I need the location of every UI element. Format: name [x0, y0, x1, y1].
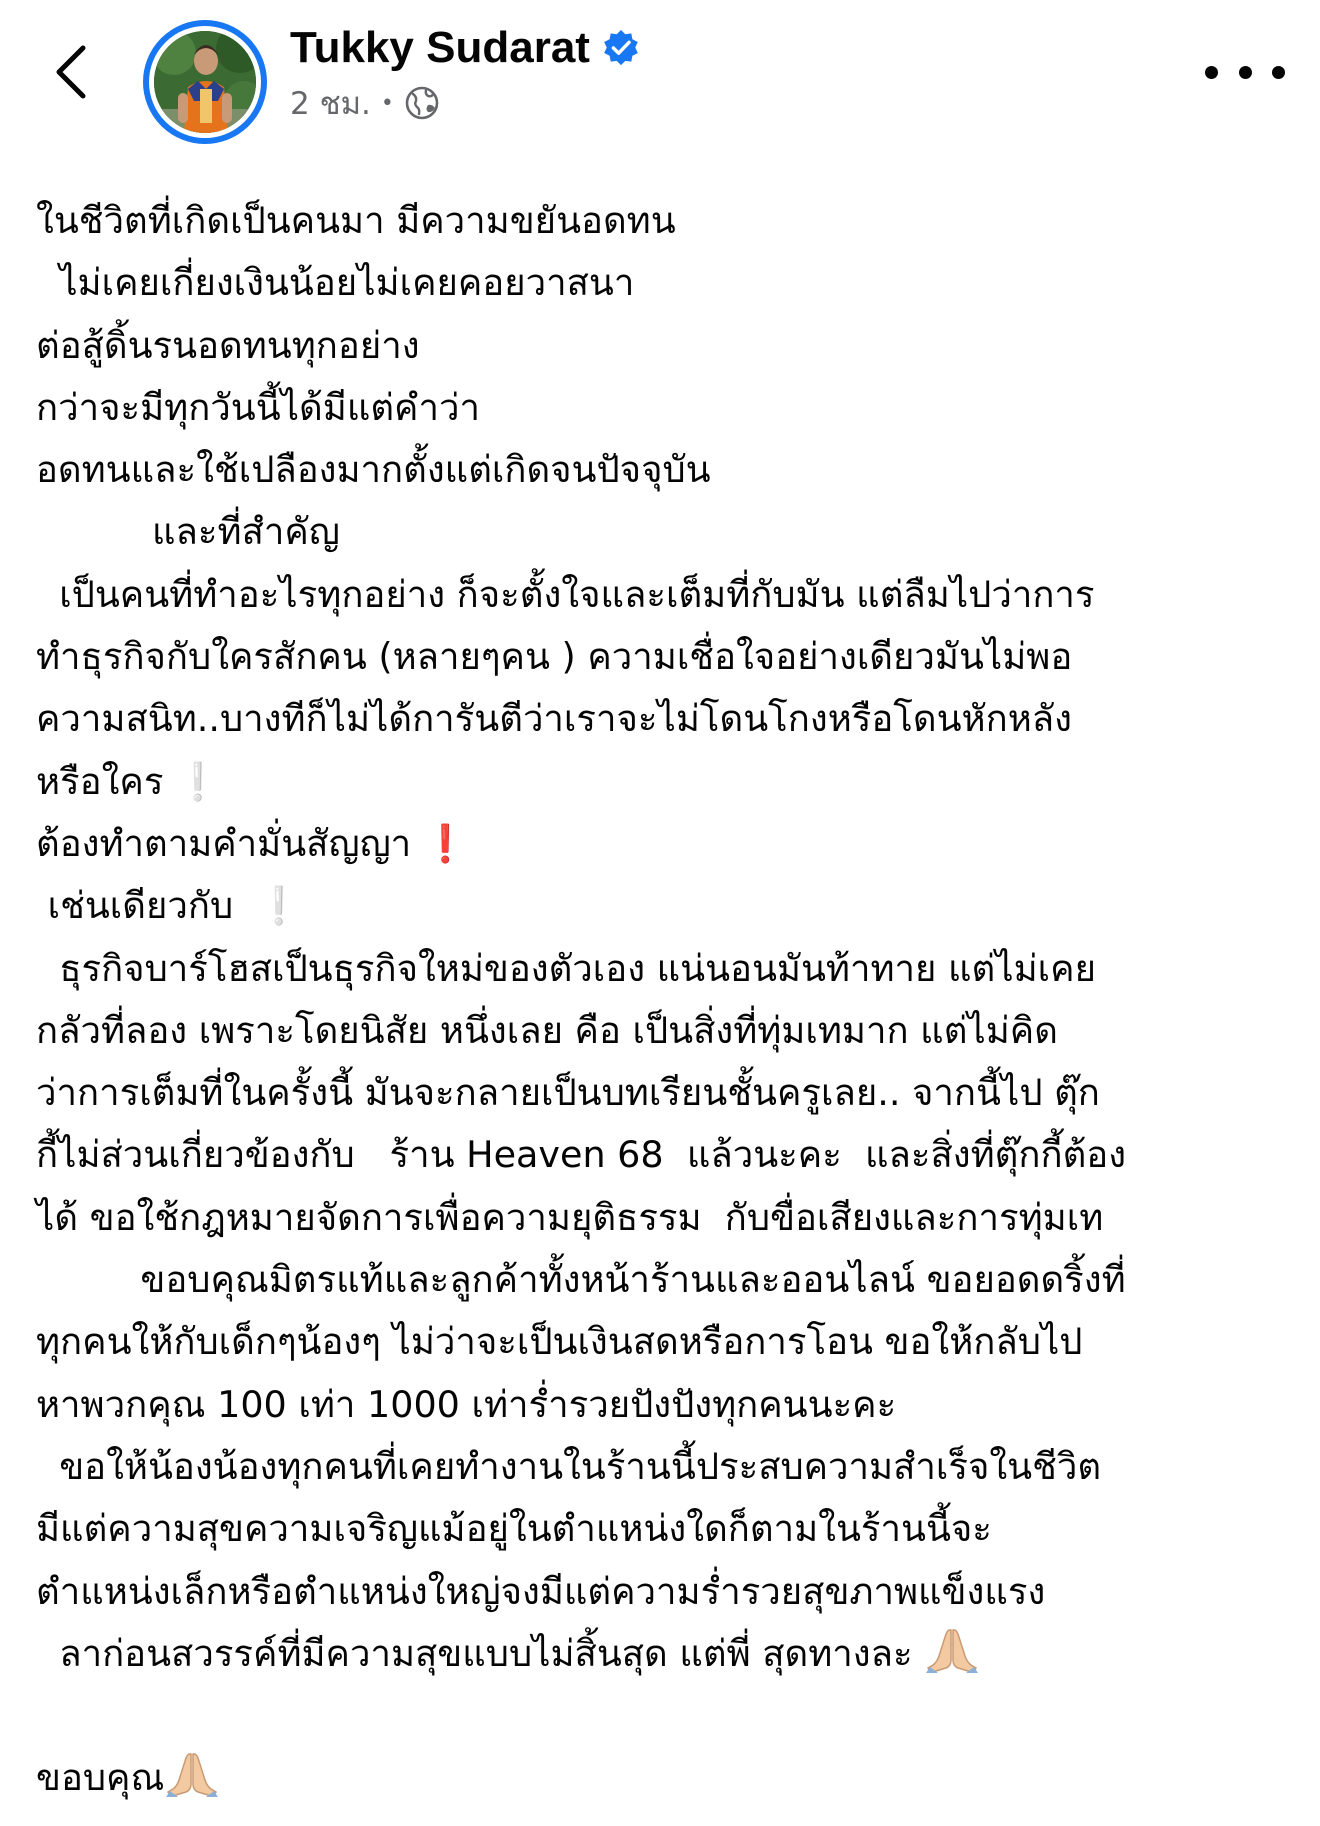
author-avatar[interactable] — [143, 20, 267, 144]
post-line: ขอบคุณมิตรแท้และลูกค้าทั้งหน้าร้านและออนไลน์ ขอยอดดริ้งที่ — [36, 1258, 1126, 1302]
meta-separator: • — [380, 90, 394, 116]
post-line: เป็นคนที่ทำอะไรทุกอย่าง ก็จะตั้งใจและเต็มที่กับมัน แต่ลืมไปว่าการ — [36, 572, 1095, 616]
post-line: หรือใคร ❕ — [36, 759, 221, 803]
post-line: ตำแหน่งเล็กหรือตำแหน่งใหญ่จงมีแต่ความร่ำรวยสุขภาพแข็งแรง — [36, 1569, 1046, 1613]
post-header — [0, 0, 1320, 140]
post-line: ได้ ขอใช้กฎหมายจัดการเพื่อความยุติธรรม กับขื่อเสียงและการทุ่มเท — [36, 1195, 1104, 1239]
red-exclamation-icon: ❗ — [422, 821, 469, 865]
more-horizontal-icon — [1205, 66, 1218, 79]
post-line: ว่าการเต็มที่ในครั้งนี้ มันจะกลายเป็นบทเรียนชั้นครูเลย.. จากนี้ไป ตุ๊ก — [36, 1071, 1100, 1115]
post-line: อดทนและใช้เปลืองมากตั้งแต่เกิดจนปัจจุบัน — [36, 448, 711, 492]
white-exclamation-icon: ❕ — [256, 884, 302, 928]
more-horizontal-icon — [1239, 66, 1252, 79]
post-line: ต่อสู้ดิ้นรนอดทนทุกอย่าง — [36, 323, 420, 367]
chevron-left-icon — [53, 44, 87, 100]
verified-badge-icon — [602, 29, 640, 67]
folded-hands-icon — [924, 1626, 980, 1674]
post-line: ไม่เคยเกี่ยงเงินน้อยไม่เคยคอยวาสนา — [36, 261, 635, 305]
post-line: ธุรกิจบาร์โฮสเป็นธุรกิจใหม่ของตัวเอง แน่นอนมันท้าทาย แต่ไม่เคย — [36, 946, 1096, 990]
post-line: ความสนิท..บางทีก็ไม่ได้การันตีว่าเราจะไม่โดนโกงหรือโดนหักหลัง — [36, 697, 1072, 741]
post-meta — [290, 80, 440, 126]
post-line: เช่นเดียวกับ ❕ — [36, 884, 302, 928]
more-horizontal-icon — [1272, 66, 1285, 79]
post-line — [36, 1685, 1296, 1747]
post-line: กี้ไม่ส่วนเกี่ยวข้องกับ ร้าน Heaven 68 แล้วนะคะ และสิ่งที่ตุ๊กกี้ต้อง — [36, 1133, 1127, 1177]
post-line: และที่สำคัญ — [36, 510, 340, 554]
more-options-button[interactable] — [1205, 50, 1285, 94]
folded-hands-icon — [164, 1750, 220, 1798]
post-timestamp[interactable]: 2 ชม. — [290, 86, 371, 122]
white-exclamation-icon: ❕ — [175, 759, 221, 803]
post-line: มีแต่ความสุขความเจริญแม้อยู่ในตำแหน่งใดก็ตามในร้านนี้จะ — [36, 1507, 992, 1551]
post-line: ทุกคนให้กับเด็กๆน้องๆ ไม่ว่าจะเป็นเงินสดหรือการโอน ขอให้กลับไป — [36, 1320, 1083, 1364]
post-line: ทำธุรกิจกับใครสักคน (หลายๆคน ) ความเชื่อใจอย่างเดียวมันไม่พอ — [36, 635, 1073, 679]
post-line: กว่าจะมีทุกวันนี้ได้มีแต่คำว่า — [36, 385, 480, 429]
avatar-photo — [154, 31, 256, 133]
post-text — [36, 190, 1296, 1810]
globe-icon[interactable] — [404, 85, 440, 121]
author-name[interactable]: Tukky Sudarat — [290, 23, 590, 72]
author-row — [290, 18, 640, 78]
post-line: ต้องทำตามคำมั่นสัญญา ❗ — [36, 821, 469, 865]
post-line: หาพวกคุณ 100 เท่า 1000 เท่าร่ำรวยปังปังทุกคนนะคะ — [36, 1382, 897, 1426]
post-line: ในชีวิตที่เกิดเป็นคนมา มีความขยันอดทน — [36, 199, 676, 242]
back-button[interactable] — [40, 32, 100, 112]
post-line: ขอบคุณ — [36, 1747, 1296, 1809]
post-line: กลัวที่ลอง เพราะโดยนิสัย หนึ่งเลย คือ เป็นสิ่งที่ทุ่มเทมาก แต่ไม่คิด — [36, 1008, 1058, 1052]
post-line: ขอให้น้องน้องทุกคนที่เคยทำงานในร้านนี้ประสบความสำเร็จในชีวิต — [36, 1444, 1102, 1488]
post-line: ลาก่อนสวรรค์ที่มีความสุขแบบไม่สิ้นสุด แต่พี่ สุดทางละ — [36, 1623, 1296, 1685]
